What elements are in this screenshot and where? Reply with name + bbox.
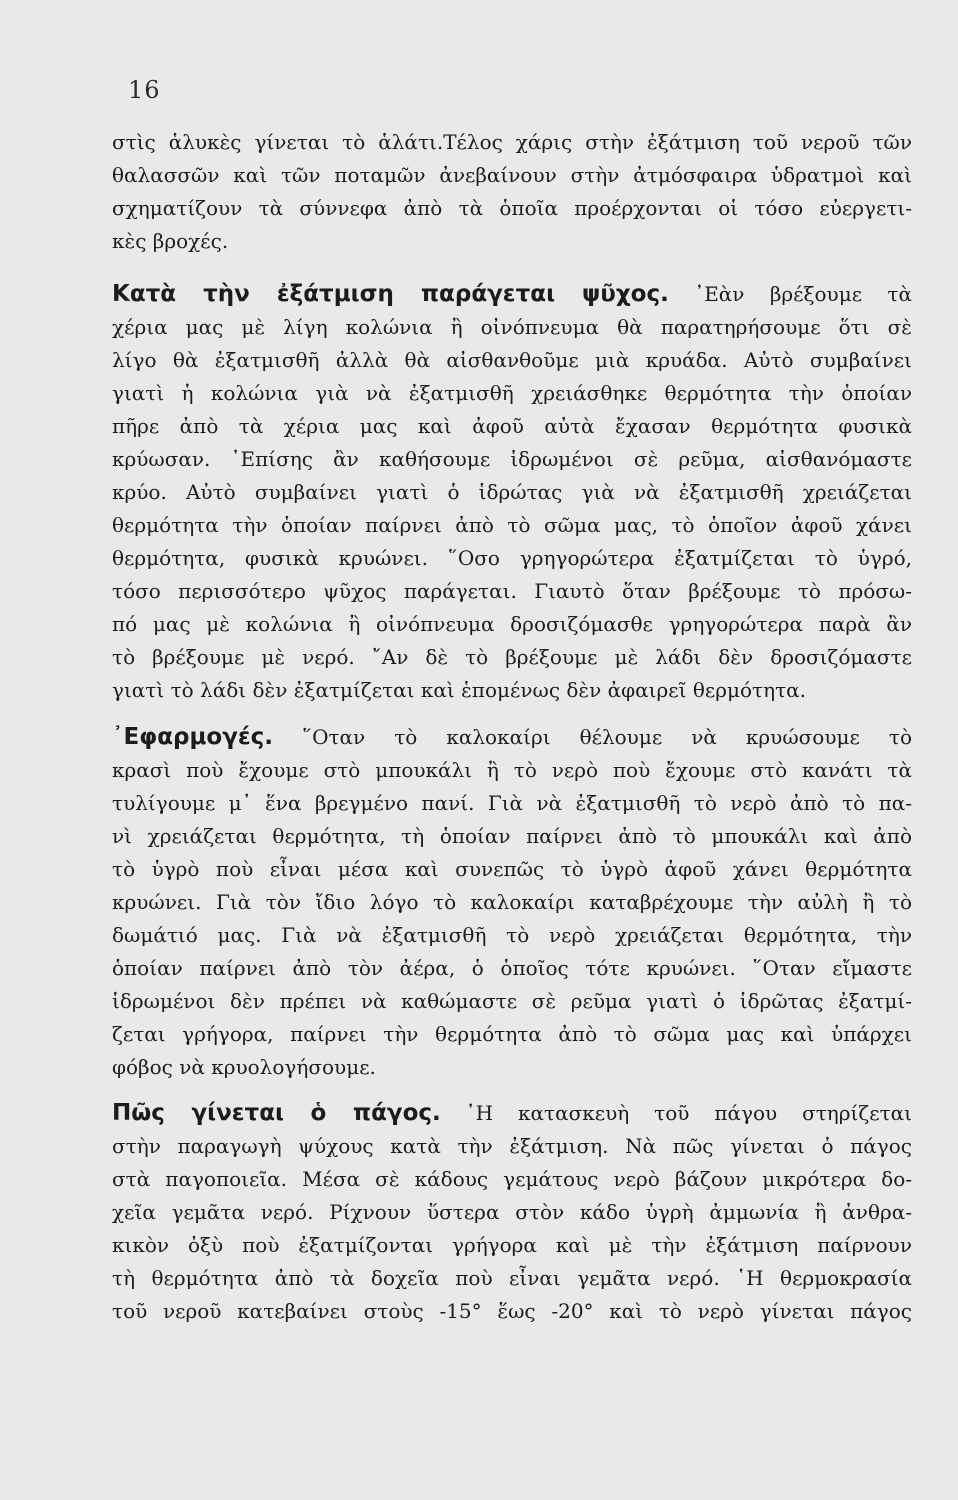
text-line-rest: ῾Η κατασκευὴ τοῦ πάγου στηρίζεται [465, 1101, 912, 1125]
section-heading: ᾿Εφαρμογές. [112, 724, 274, 750]
text-line: τυλίγουμε μ᾿ ἕνα βρεγμένο πανί. Γιὰ νὰ ἐξατμισθῆ τὸ νερὸ ἀπὸ τὸ πα- [112, 791, 912, 815]
text-line-rest: ῞Οταν τὸ καλοκαίρι θέλουμε νὰ κρυώσουμε τὸ [302, 725, 912, 749]
text-line: φόβος νὰ κρυολογήσουμε. [112, 1055, 376, 1079]
text-line: θερμότητα, φυσικὰ κρυώνει. ῞Οσο γρηγορώτερα ἐξατμίζεται τὸ ὑγρό, [112, 546, 912, 570]
text-line: στὴν παραγωγὴ ψύχους κατὰ τὴν ἐξάτμιση. Νὰ πῶς γίνεται ὁ πάγος [112, 1134, 912, 1158]
text-line: θερμότητα τὴν ὁποίαν παίρνει ἀπὸ τὸ σῶμα μας, τὸ ὁποῖον ἀφοῦ χάνει [112, 513, 912, 537]
text-line: κρύωσαν. ᾿Επίσης ἂν καθήσουμε ἱδρωμένοι σὲ ρεῦμα, αἰσθανόμαστε [112, 447, 912, 471]
text-line: κρύο. Αὐτὸ συμβαίνει γιατὶ ὁ ἱδρώτας γιὰ νὰ ἐξατμισθῆ χρειάζεται [112, 480, 912, 504]
text-line: πῆρε ἀπὸ τὰ χέρια μας καὶ ἀφοῦ αὐτὰ ἔχασαν θερμότητα φυσικὰ [112, 414, 912, 438]
text-line: τὸ ὑγρὸ ποὺ εἶναι μέσα καὶ συνεπῶς τὸ ὑγρὸ ἀφοῦ χάνει θερμότητα [112, 857, 912, 881]
text-line: χέρια μας μὲ λίγη κολώνια ἢ οἰνόπνευμα θὰ παρατηρήσουμε ὅτι σὲ [112, 315, 912, 339]
text-line: ἱδρωμένοι δὲν πρέπει νὰ καθώμαστε σὲ ρεῦμα γιατὶ ὁ ἱδρῶτας ἐξατμί- [112, 989, 912, 1013]
text-line: λίγο θὰ ἐξατμισθῆ ἀλλὰ θὰ αἰσθανθοῦμε μιὰ κρυάδα. Αὐτὸ συμβαίνει [112, 348, 912, 372]
section-heading: Πῶς γίνεται ὁ πάγος. [112, 1100, 441, 1126]
text-line: πό μας μὲ κολώνια ἢ οἰνόπνευμα δροσιζόμασθε γρηγορώτερα παρὰ ἂν [112, 612, 912, 636]
text-line-rest: ᾿Εὰν βρέξουμε τὰ [694, 282, 912, 306]
paragraph-ice-making [112, 1097, 912, 1328]
page-number: 16 [128, 76, 161, 104]
text-line: τοῦ νεροῦ κατεβαίνει στοὺς -15° ἕως -20° καὶ τὸ νερὸ γίνεται πάγος [112, 1299, 912, 1323]
text-line: ὁποίαν παίρνει ἀπὸ τὸν ἀέρα, ὁ ὁποῖος τότε κρυώνει. ῞Οταν εἴμαστε [112, 956, 912, 980]
text-line-with-heading [112, 278, 912, 311]
text-line: χεῖα γεμᾶτα νερό. Ρίχνουν ὕστερα στὸν κάδο ὑγρὴ ἀμμωνία ἢ ἀνθρα- [112, 1200, 912, 1224]
text-line-with-heading [112, 1097, 912, 1130]
text-line: κρασὶ ποὺ ἔχουμε στὸ μπουκάλι ἢ τὸ νερὸ ποὺ ἔχουμε στὸ κανάτι τὰ [112, 758, 912, 782]
text-line: γιατὶ ἡ κολώνια γιὰ νὰ ἐξατμισθῆ χρειάσθηκε θερμότητα τὴν ὁποίαν [112, 381, 912, 405]
paragraph-salt-evaporation [112, 126, 912, 258]
text-line: στὶς ἁλυκὲς γίνεται τὸ ἁλάτι.Τέλος χάρις στὴν ἐξάτμιση τοῦ νεροῦ τῶν [112, 130, 912, 154]
section-heading: Κατὰ τὴν ἐξάτμιση παράγεται ψῦχος. [112, 281, 669, 307]
paragraph-evaporation-cold [112, 278, 912, 707]
text-line: κικὸν ὀξὺ ποὺ ἐξατμίζονται γρήγορα καὶ μὲ τὴν ἐξάτμιση παίρνουν [112, 1233, 912, 1257]
text-line: τὸ βρέξουμε μὲ νερό. ῎Αν δὲ τὸ βρέξουμε μὲ λάδι δὲν δροσιζόμαστε [112, 645, 912, 669]
text-line: τὴ θερμότητα ἀπὸ τὰ δοχεῖα ποὺ εἶναι γεμᾶτα νερό. ῾Η θερμοκρασία [112, 1266, 912, 1290]
text-line: στὰ παγοποιεῖα. Μέσα σὲ κάδους γεμάτους νερὸ βάζουν μικρότερα δο- [112, 1167, 912, 1191]
text-line-with-heading [112, 721, 912, 754]
text-line: γιατὶ τὸ λάδι δὲν ἐξατμίζεται καὶ ἑπομένως δὲν ἀφαιρεῖ θερμότητα. [112, 678, 807, 702]
paragraph-applications [112, 721, 912, 1084]
text-line: κρυώνει. Γιὰ τὸν ἴδιο λόγο τὸ καλοκαίρι καταβρέχουμε τὴν αὐλὴ ἢ τὸ [112, 890, 912, 914]
text-line: κὲς βροχές. [112, 229, 229, 253]
text-line: νὶ χρειάζεται θερμότητα, τὴ ὁποίαν παίρνει ἀπὸ τὸ μπουκάλι καὶ ἀπὸ [112, 824, 912, 848]
text-line: τόσο περισσότερο ψῦχος παράγεται. Γιαυτὸ ὅταν βρέξουμε τὸ πρόσω- [112, 579, 912, 603]
text-line: ζεται γρήγορα, παίρνει τὴν θερμότητα ἀπὸ τὸ σῶμα μας καὶ ὑπάρχει [112, 1022, 912, 1046]
text-line: σχηματίζουν τὰ σύννεφα ἀπὸ τὰ ὁποῖα προέρχονται οἱ τόσο εὐεργετι- [112, 196, 912, 220]
text-line: δωμάτιό μας. Γιὰ νὰ ἐξατμισθῆ τὸ νερὸ χρειάζεται θερμότητα, τὴν [112, 923, 912, 947]
text-line: θαλασσῶν καὶ τῶν ποταμῶν ἀνεβαίνουν στὴν ἀτμόσφαιρα ὑδρατμοὶ καὶ [112, 163, 912, 187]
